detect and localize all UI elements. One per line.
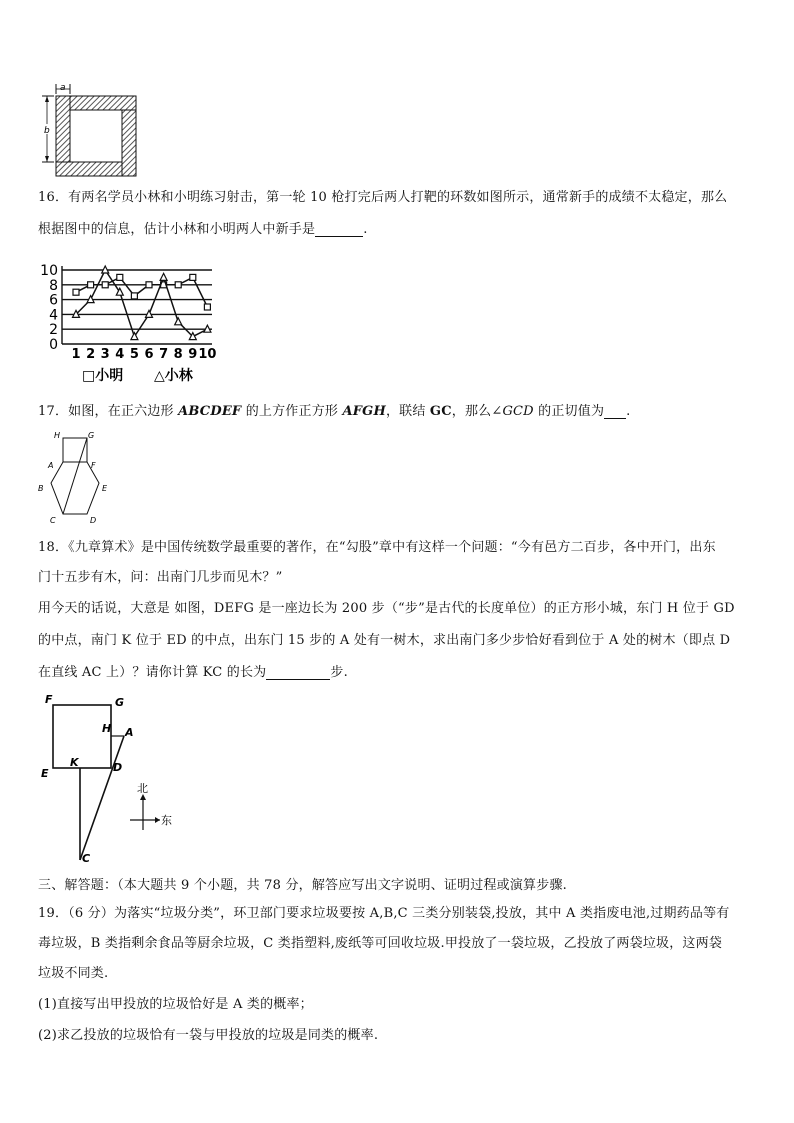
q18-line2: 门十五步有木，问：出南门几步而见木？” [38,570,283,585]
compass-north-label: 北 [137,782,148,795]
compass-east-label: 东 [161,814,172,827]
x-tick-label: 1 [71,347,81,362]
label-G: G [115,696,125,709]
q19-line5: (2)求乙投放的垃圾恰有一袋与甲投放的垃圾是同类的概率. [38,1028,379,1043]
x-tick-label: 4 [115,347,125,362]
data-point-triangle [160,273,167,280]
answer-blank [604,418,626,419]
label-D: D [113,761,123,774]
label-E: E [41,767,49,780]
data-point-square [73,289,79,295]
legend-xiaoming: □小明 [82,368,124,384]
label-F: F [91,461,96,470]
y-tick-label: 0 [49,337,58,353]
q17-line: 17．如图，在正六边形 ABCDEF 的上方作正方形 AFGH，联结 GC，那么∠GCD 的正切值为 . [38,404,631,419]
data-point-square [131,293,137,299]
x-tick-label: 2 [86,347,96,362]
x-tick-label: 8 [173,347,183,362]
x-tick-label: 5 [129,347,139,362]
data-point-triangle [175,318,182,325]
y-tick-label: 2 [49,322,58,339]
label-A: A [125,726,134,739]
hexagon-name: ABCDEF [178,404,242,419]
label-H: H [54,431,61,440]
data-point-square [146,282,152,288]
label-E: E [102,484,108,493]
q18-line5: 在直线 AC 上）？请你计算 KC 的长为 步. [38,665,348,680]
q19-line2: 毒垃圾，B 类指剩余食品等厨余垃圾，C 类指塑料,废纸等可回收垃圾.甲投放了一袋垃圾，乙投放了两袋垃圾，这两袋 [38,936,723,951]
answer-blank [315,236,363,237]
x-tick-label: 9 [188,347,198,362]
x-tick-label: 3 [100,347,110,362]
square-frame-figure [36,80,146,180]
label-K: K [70,756,79,769]
data-point-square [190,274,196,280]
square-name: AFGH [342,404,386,419]
y-tick-label: 6 [49,292,58,309]
series-line-小明 [76,277,207,307]
legend-xiaolin: △小林 [154,368,193,384]
data-point-square [175,282,181,288]
x-tick-label: 7 [159,347,169,362]
q18-line1: 18．《九章算术》是中国传统数学最重要的著作，在“勾股”章中有这样一个问题：“今有邑方二百步，各中开门，出东 [38,540,716,555]
answer-blank [266,679,330,680]
label-C: C [50,516,56,525]
y-tick-label: 8 [49,277,58,294]
label-F: F [45,693,53,706]
label-a: a [60,83,66,93]
x-tick-label: 10 [198,347,217,362]
q16-text: 根据图中的信息，估计小林和小明两人中新手是 [38,222,316,237]
q19-line1: 19．（6 分）为落实“垃圾分类”，环卫部门要求垃圾要按 A,B,C 三类分别装袋,投放，其中 A 类指废电池,过期药品等有 [38,906,730,921]
q16-line2 [38,218,368,237]
y-tick-label: 10 [40,263,58,279]
section-3-heading: 三、解答题：（本大题共 9 个小题，共 78 分，解答应写出文字说明、证明过程或演算步骤. [38,878,567,893]
q16-line1: 16．有两名学员小林和小明练习射击，第一轮 10 枪打完后两人打靶的环数如图所示，通常新手的成绩不太稳定，那么 [38,190,728,205]
q18-line4: 的中点，南门 K 位于 ED 的中点，出东门 15 步的 A 处有一树木，求出南门多少步恰好看到位于 A 处的树木（即点 D [38,633,731,648]
angle-gcd: GCD [502,404,534,419]
label-G: G [88,431,95,440]
q19-line3: 垃圾不同类. [38,966,109,981]
data-point-square [88,282,94,288]
q18-line3: 用今天的话说，大意是 如图，DEFG 是一座边长为 200 步（“步”是古代的长度单位）的正方形小城，东门 H 位于 GD [38,601,735,616]
label-b: b [44,126,50,136]
hexagon-square-figure [36,426,120,526]
segment-gc: GC [429,404,452,419]
label-D: D [90,516,97,525]
data-point-square [102,282,108,288]
label-A: A [48,461,54,470]
data-point-square [117,274,123,280]
label-B: B [38,484,44,493]
label-C: C [82,852,91,865]
q16-end: . [363,222,368,237]
q19-line4: (1)直接写出甲投放的垃圾恰好是 A 类的概率； [38,997,313,1012]
x-tick-label: 6 [144,347,154,362]
label-H: H [102,722,112,735]
city-square-figure [36,690,186,868]
shooting-scores-chart [36,258,232,386]
data-point-square [204,304,210,310]
y-tick-label: 4 [49,307,58,324]
